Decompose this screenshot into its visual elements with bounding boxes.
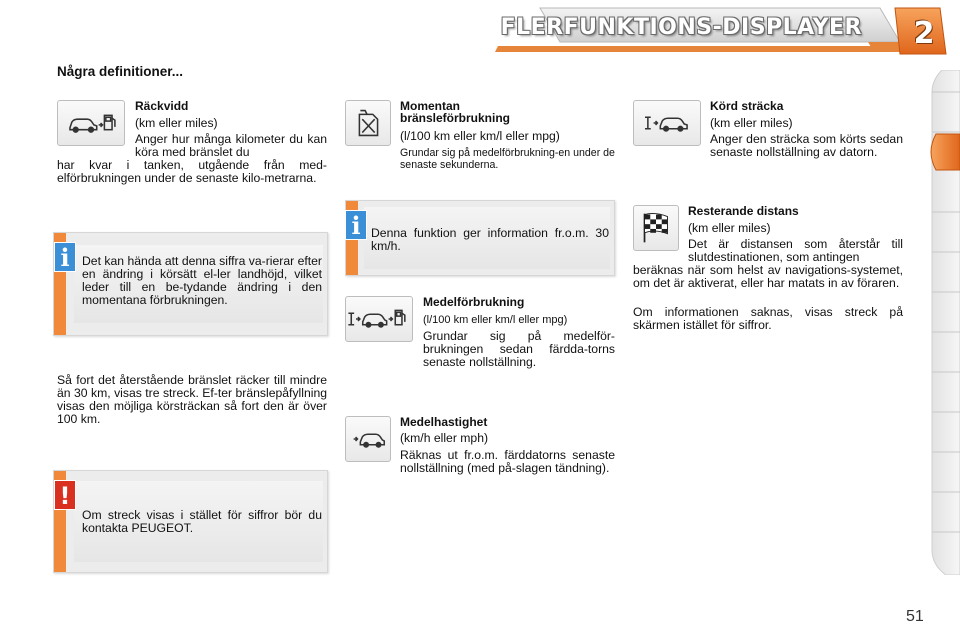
range-body-indent: Anger hur många kilometer du kan köra med bränslet du	[135, 132, 327, 159]
average-speed-heading: Medelhastighet	[400, 415, 488, 429]
remaining-heading: Resterande distans	[688, 204, 799, 218]
fuel-can-icon	[345, 100, 391, 146]
car-fuel-pump-icon	[57, 100, 125, 146]
instant-body: Grundar sig på medelförbrukning-en under de senaste sekunderna.	[400, 147, 615, 171]
info-note-text: Det kan hända att denna siffra va-rierar efter en ändring i körsätt el-ler landhöjd, vilket leder till en be-tydande ändring i den momentana förbrukningen.	[82, 254, 322, 307]
instant-heading-line2: bränsleförbrukning	[400, 111, 511, 125]
average-consumption-body: Grundar sig på medelför-brukningen sedan färdda-torns senaste nollställning.	[423, 329, 615, 369]
section-title: Några definitioner...	[57, 64, 184, 79]
warning-icon: !	[54, 480, 76, 510]
info-icon: i	[54, 242, 76, 272]
warning-note-text: Om streck visas i stället för siffror bör du kontakta PEUGEOT.	[82, 508, 322, 535]
average-consumption-heading: Medelförbrukning	[423, 295, 525, 309]
remaining-body-indent: Det är distansen som återstår till slutdestinationen, som antingen	[688, 237, 903, 264]
distance-heading: Körd sträcka	[710, 99, 784, 113]
car-speed-icon	[345, 416, 391, 462]
info-note-range	[53, 232, 328, 336]
remaining-body-2: Om informationen saknas, visas streck på skärmen istället för siffror.	[633, 305, 903, 332]
average-speed-unit: (km/h eller mph)	[400, 431, 489, 445]
remaining-body: beräknas när som helst av navigations-systemet, om det är aktiverat, eller har matats in av föraren.	[633, 263, 903, 290]
range-heading: Räckvidd	[135, 99, 189, 113]
remaining-unit: (km eller miles)	[688, 221, 771, 235]
info-note-instant	[345, 200, 615, 276]
page-number: 51	[906, 608, 924, 625]
warning-note	[53, 470, 328, 573]
chapter-title: FLERFUNKTIONS-DISPLAYER	[500, 15, 862, 40]
trip-car-fuel-pump-icon	[345, 296, 413, 342]
info-note-text: Denna funktion ger information fr.o.m. 30 km/h.	[371, 226, 609, 253]
average-consumption-unit: (l/100 km eller km/l eller mpg)	[423, 314, 568, 326]
instant-unit: (l/100 km eller km/l eller mpg)	[400, 129, 560, 143]
chapter-tabs	[928, 70, 960, 575]
distance-body: Anger den sträcka som körts sedan senaste nollställning av datorn.	[710, 132, 903, 159]
checkered-flag-icon	[633, 205, 679, 251]
range-unit: (km eller miles)	[135, 116, 218, 130]
average-speed-body: Räknas ut fr.o.m. färddatorns senaste nollställning (med på-slagen tändning).	[400, 448, 615, 475]
chapter-number: 2	[913, 16, 935, 51]
trip-car-icon	[633, 100, 701, 146]
distance-unit: (km eller miles)	[710, 116, 793, 130]
instant-heading-line1: Momentan	[400, 99, 460, 113]
range-body: har kvar i tanken, utgående från med-elförbrukningen under de senaste kilo-metrarna.	[57, 158, 327, 185]
info-icon: i	[345, 210, 367, 240]
low-fuel-text: Så fort det återstående bränslet räcker till mindre än 30 km, visas tre streck. Ef-ter bränslepåfyllning visas den möjliga körsträckan så fort den är över 100 km.	[57, 373, 327, 426]
